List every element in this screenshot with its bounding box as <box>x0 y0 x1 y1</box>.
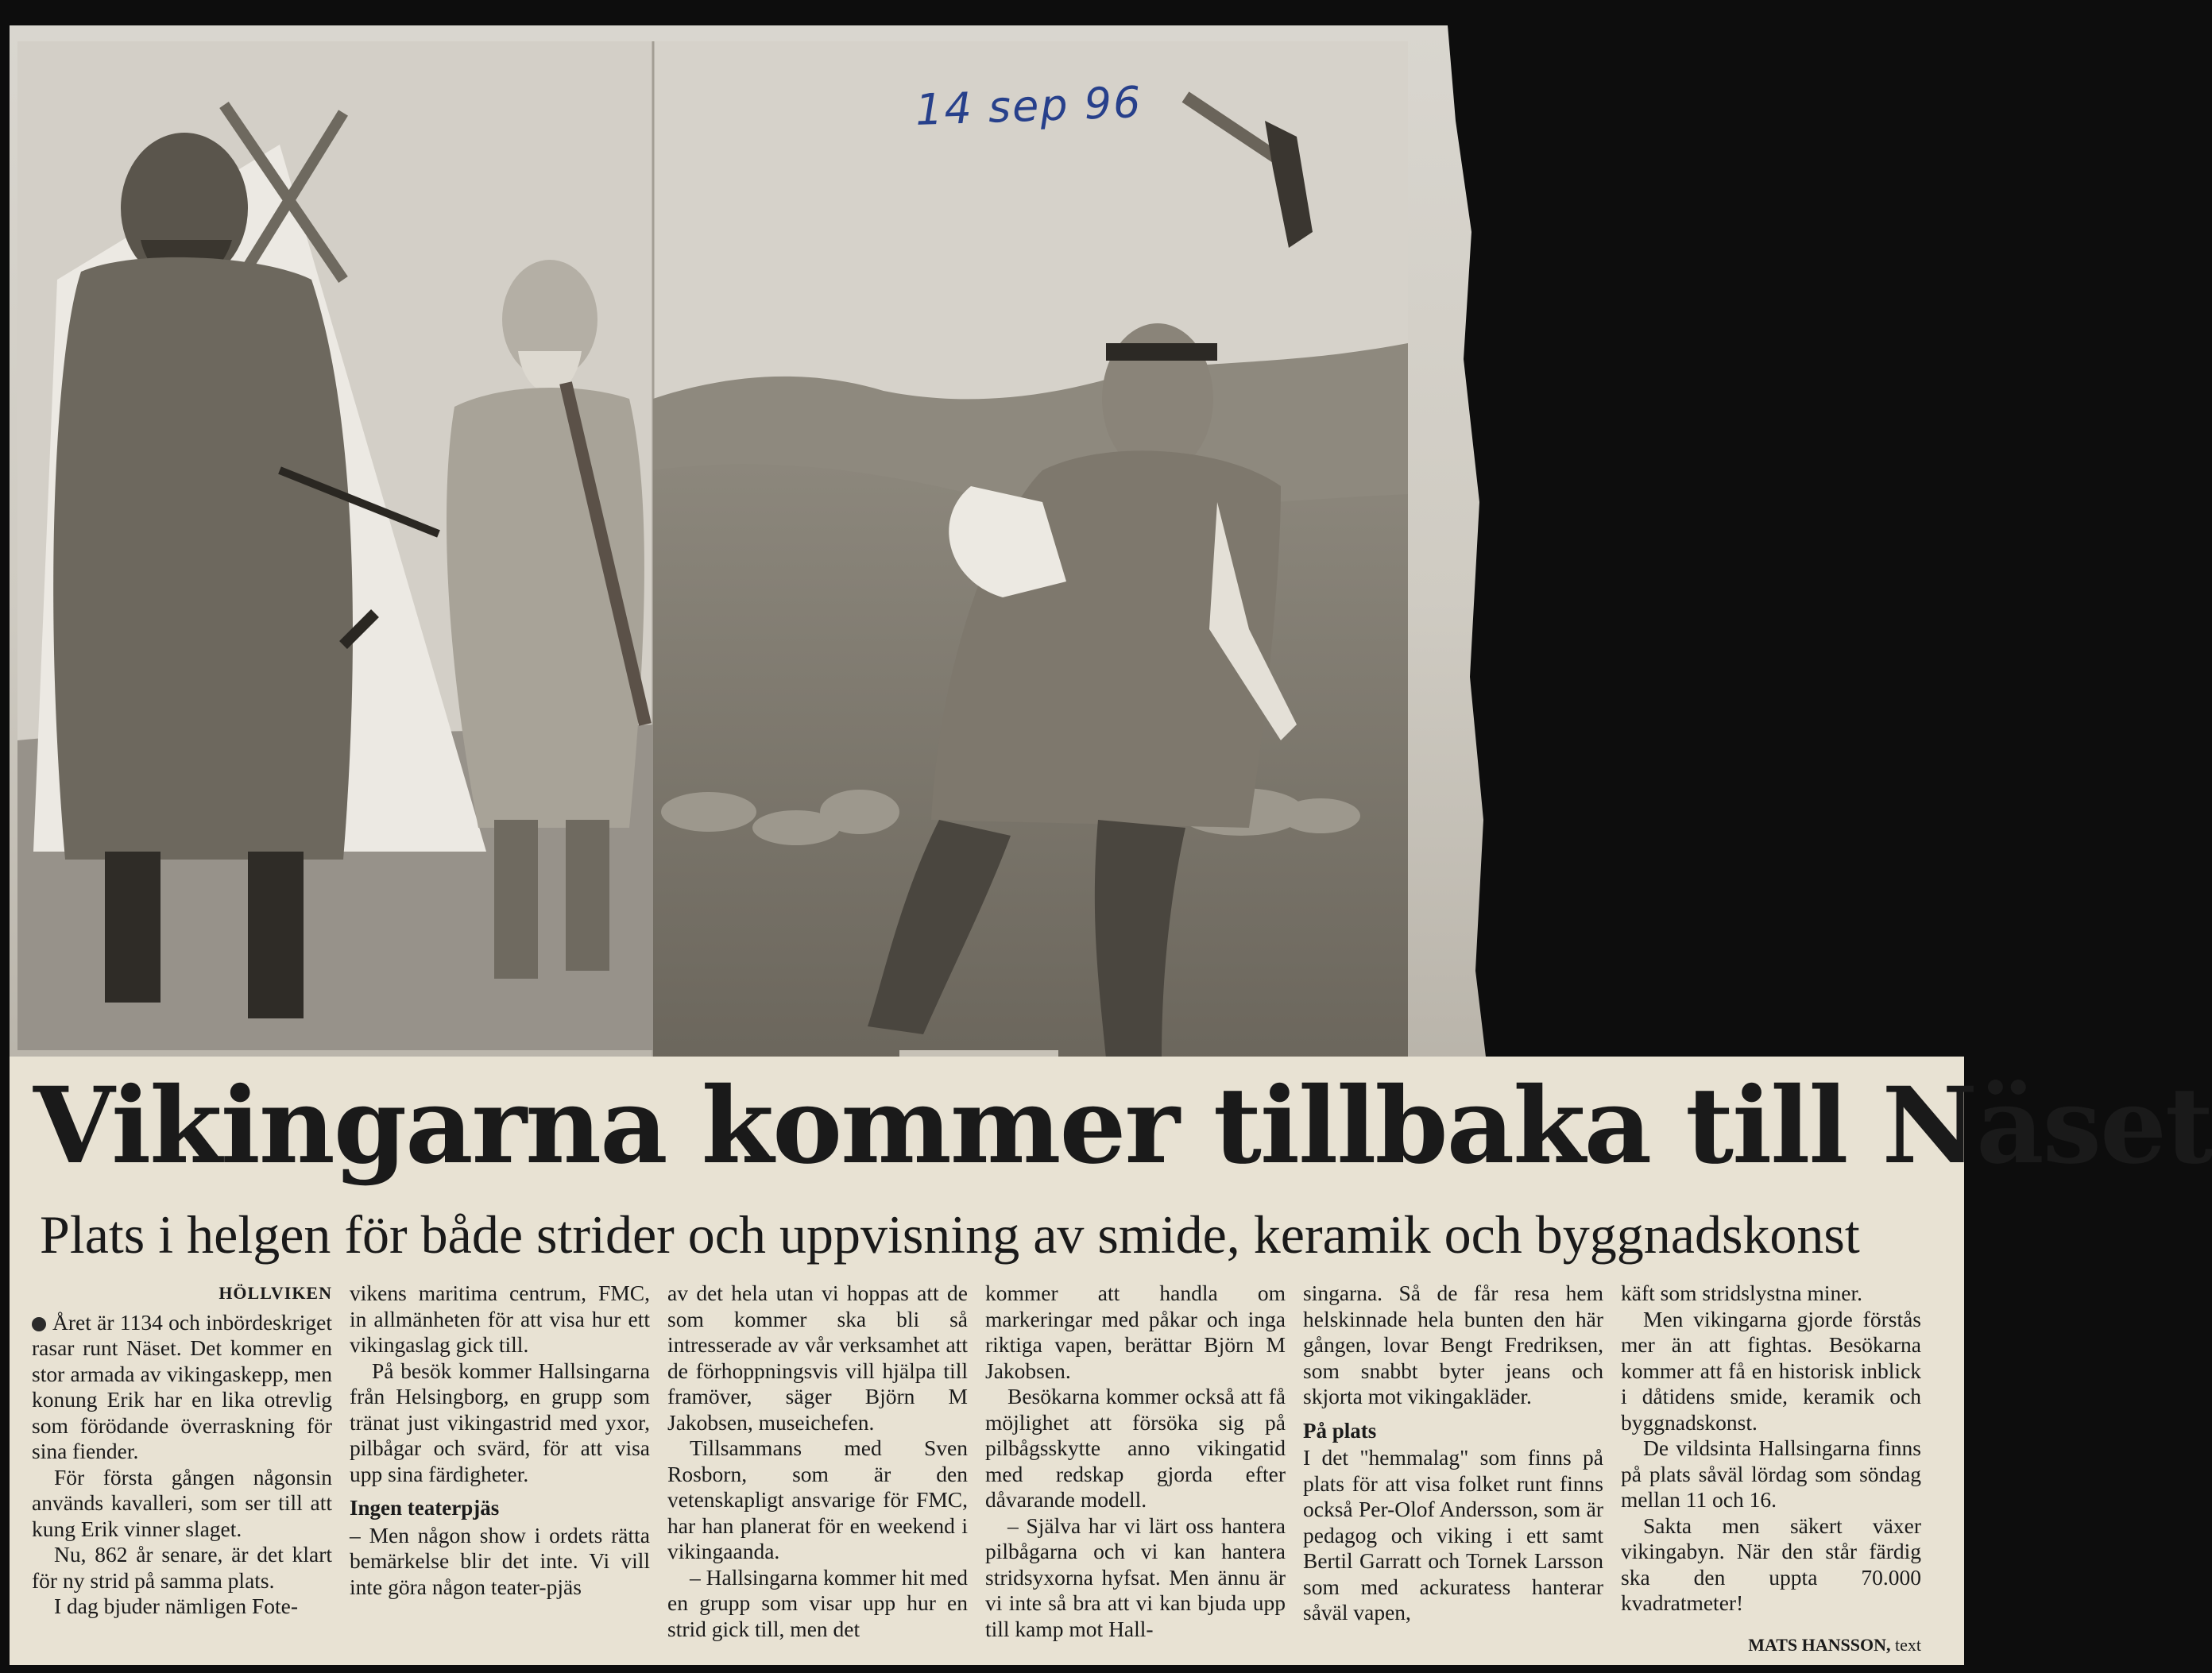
paragraph: I det "hemmalag" som finns på plats för att visa folket runt finns också Per-Olof Andersson, som är pedagog och viking i ett samt Bertil Garratt och Tornek Larsson som med ackuratess hanterar såväl vapen, <box>1303 1445 1603 1625</box>
article-column-3 <box>667 1281 968 1642</box>
news-photo <box>10 25 1487 1070</box>
article-headline: Vikingarna kommer tillbaka till Näset <box>33 1064 2212 1188</box>
section-subtitle: Ingen teaterpjäs <box>350 1496 500 1520</box>
paragraph: – Men någon show i ordets rätta bemärkelse blir det inte. Vi vill inte göra någon teater-pjäs <box>350 1522 650 1599</box>
paragraph: På besök kommer Hallsingarna från Helsingborg, en grupp som tränat just vikingastrid med yxor, pilbågar och svärd, för att visa upp sina färdigheter. <box>350 1358 650 1486</box>
article-columns <box>32 1281 1955 1658</box>
article-block <box>10 1057 2212 1665</box>
article-column-4 <box>985 1281 1286 1642</box>
article-column-5 <box>1303 1281 1603 1626</box>
paragraph: Men vikingarna gjorde förstås mer än att fightas. Besökarna kommer att få en historisk inblick i dåtidens smide, keramik och byggnadskonst. <box>1621 1306 1921 1435</box>
photo-illustration <box>10 25 1487 1070</box>
byline: MATS HANSSON, text <box>1748 1634 1921 1655</box>
section-subtitle: På plats <box>1303 1418 1377 1443</box>
paragraph: För första gången någonsin används kavalleri, som ser till att kung Erik vinner slaget. <box>32 1464 332 1541</box>
article-column-2 <box>350 1281 650 1600</box>
paragraph: Året är 1134 och inbördeskriget rasar runt Näset. Det kommer en stor armada av vikingaskepp, men konung Erik har en lika otrevlig som förödande överraskning för sina fiender. <box>32 1309 332 1463</box>
paragraph: Besökarna kommer också att få möjlighet att försöka sig på pilbågsskytte anno vikingatid med redskap gjorda efter dåvarande modell. <box>985 1384 1286 1512</box>
paragraph: singarna. Så de får resa hem helskinnade hela bunten den här gången, lovar Bengt Fredriksen, som snabbt byter jeans och skjorta mot vikingakläder. <box>1303 1281 1603 1408</box>
bullet-icon <box>32 1317 46 1331</box>
article-column-6 <box>1621 1281 1921 1658</box>
paragraph: vikens maritima centrum, FMC, in allmänheten för att visa hur ett vikingaslag gick till. <box>350 1281 650 1357</box>
paragraph: av det hela utan vi hoppas att de som kommer ska bli så intresserade av vår verksamhet att de förhoppningsvis vill hjälpa till framöver, säger Björn M Jakobsen, museichefen. <box>667 1281 968 1435</box>
article-column-1 <box>32 1281 332 1620</box>
dateline: HÖLLVIKEN <box>218 1283 332 1303</box>
paragraph: Tillsammans med Sven Rosborn, som är den vetenskapligt ansvarige för FMC, har han planerat för en weekend i vikingaanda. <box>667 1435 968 1563</box>
paragraph: – Själva har vi lärt oss hantera pilbågarna och vi kan hantera stridsyxorna hyfsat. Men ännu är vi inte så bra att vi kan bjuda upp till kamp mot Hall- <box>985 1513 1286 1641</box>
paragraph: käft som stridslystna miner. <box>1621 1281 1863 1305</box>
handwritten-date: 14 sep 96 <box>914 77 1143 135</box>
paragraph: Nu, 862 år senare, är det klart för ny strid på samma plats. <box>32 1542 332 1593</box>
article-subheadline: Plats i helgen för både strider och uppvisning av smide, keramik och byggnadskonst <box>40 1204 1860 1265</box>
paragraph: – Hallsingarna kommer hit med en grupp som visar upp hur en strid gick till, men det <box>667 1564 968 1641</box>
paragraph: De vildsinta Hallsingarna finns på plats såväl lördag som söndag mellan 11 och 16. <box>1621 1435 1921 1512</box>
paragraph: I dag bjuder nämligen Fote- <box>54 1594 298 1618</box>
paragraph: kommer att handla om markeringar med påkar och inga riktiga vapen, berättar Björn M Jakobsen. <box>985 1281 1286 1383</box>
paragraph: Sakta men säkert växer vikingabyn. När den står färdig ska den uppta 70.000 kvadratmeter! <box>1621 1513 1921 1615</box>
